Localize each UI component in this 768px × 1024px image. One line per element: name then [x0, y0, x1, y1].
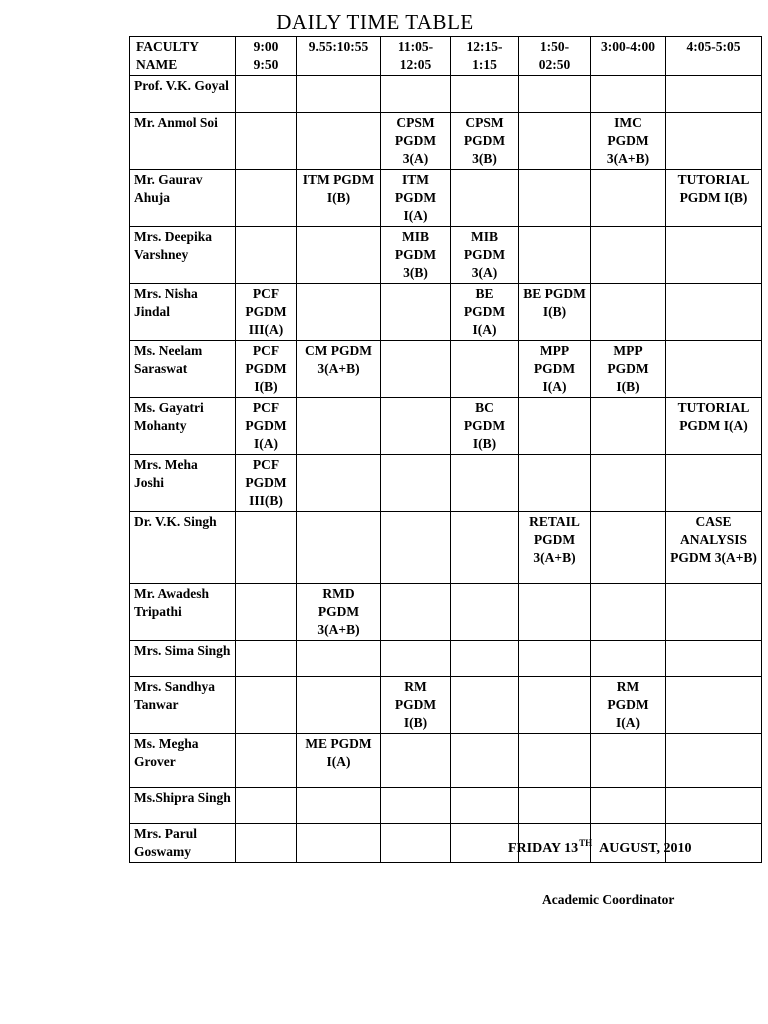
schedule-cell: ITM PGDM I(B): [297, 170, 381, 227]
schedule-cell: [519, 788, 591, 824]
schedule-cell: [236, 584, 297, 641]
schedule-cell: [236, 824, 297, 863]
schedule-cell: RM PGDM I(A): [591, 677, 666, 734]
schedule-cell: [666, 113, 762, 170]
time-slot-header: 9.55:10:55: [297, 37, 381, 76]
table-row: [130, 113, 762, 170]
schedule-cell: [451, 341, 519, 398]
schedule-cell: [236, 113, 297, 170]
schedule-cell: [519, 641, 591, 677]
table-row: [130, 398, 762, 455]
schedule-cell: [666, 227, 762, 284]
timetable-body: [130, 76, 762, 863]
schedule-cell: CPSM PGDM 3(B): [451, 113, 519, 170]
faculty-name: Ms. Gayatri Mohanty: [130, 398, 236, 455]
schedule-cell: [666, 76, 762, 113]
schedule-cell: [297, 788, 381, 824]
time-slot-header: 4:05-5:05: [666, 37, 762, 76]
time-slot-header: 3:00-4:00: [591, 37, 666, 76]
faculty-name: Mrs. Sandhya Tanwar: [130, 677, 236, 734]
date-suffix: TH: [579, 838, 593, 848]
faculty-name: Dr. V.K. Singh: [130, 512, 236, 584]
schedule-cell: [236, 734, 297, 788]
schedule-cell: [381, 512, 451, 584]
schedule-cell: [591, 734, 666, 788]
schedule-cell: [297, 113, 381, 170]
schedule-cell: PCF PGDM III(A): [236, 284, 297, 341]
schedule-cell: MPP PGDM I(B): [591, 341, 666, 398]
schedule-cell: PCF PGDM I(A): [236, 398, 297, 455]
schedule-cell: [519, 170, 591, 227]
schedule-cell: PCF PGDM III(B): [236, 455, 297, 512]
header-row: [130, 37, 762, 76]
schedule-cell: RMD PGDM 3(A+B): [297, 584, 381, 641]
schedule-cell: RETAIL PGDM 3(A+B): [519, 512, 591, 584]
schedule-cell: [519, 455, 591, 512]
schedule-cell: [381, 788, 451, 824]
table-row: [130, 341, 762, 398]
schedule-cell: [591, 584, 666, 641]
schedule-cell: [591, 455, 666, 512]
schedule-cell: [381, 641, 451, 677]
schedule-cell: [381, 284, 451, 341]
schedule-cell: TUTORIAL PGDM I(A): [666, 398, 762, 455]
schedule-cell: [381, 584, 451, 641]
schedule-cell: BE PGDM I(A): [451, 284, 519, 341]
date-line: [508, 838, 691, 857]
date-day: FRIDAY 13: [508, 841, 579, 856]
schedule-cell: BC PGDM I(B): [451, 398, 519, 455]
time-slot-header: 12:15- 1:15: [451, 37, 519, 76]
schedule-cell: [666, 788, 762, 824]
table-row: [130, 734, 762, 788]
timetable: [129, 36, 762, 863]
schedule-cell: ITM PGDM I(A): [381, 170, 451, 227]
schedule-cell: [666, 641, 762, 677]
schedule-cell: [451, 734, 519, 788]
schedule-cell: CM PGDM 3(A+B): [297, 341, 381, 398]
faculty-name: Mrs. Parul Goswamy: [130, 824, 236, 863]
schedule-cell: [666, 341, 762, 398]
schedule-cell: [591, 227, 666, 284]
faculty-name: Mr. Gaurav Ahuja: [130, 170, 236, 227]
schedule-cell: [451, 788, 519, 824]
schedule-cell: [666, 734, 762, 788]
schedule-cell: CASE ANALYSIS PGDM 3(A+B): [666, 512, 762, 584]
faculty-name: Ms.Shipra Singh: [130, 788, 236, 824]
schedule-cell: [519, 584, 591, 641]
schedule-cell: IMC PGDM 3(A+B): [591, 113, 666, 170]
schedule-cell: [297, 284, 381, 341]
schedule-cell: [381, 341, 451, 398]
time-slot-header: 1:50- 02:50: [519, 37, 591, 76]
schedule-cell: [297, 824, 381, 863]
schedule-cell: [591, 512, 666, 584]
schedule-cell: [591, 788, 666, 824]
schedule-cell: [591, 398, 666, 455]
table-row: [130, 584, 762, 641]
faculty-name: Ms. Neelam Saraswat: [130, 341, 236, 398]
schedule-cell: [297, 512, 381, 584]
schedule-cell: [591, 76, 666, 113]
schedule-cell: [591, 641, 666, 677]
table-row: [130, 170, 762, 227]
schedule-cell: CPSM PGDM 3(A): [381, 113, 451, 170]
schedule-cell: [451, 677, 519, 734]
schedule-cell: [451, 512, 519, 584]
table-row: [130, 455, 762, 512]
date-month-year: AUGUST, 2010: [599, 841, 692, 856]
table-row: [130, 677, 762, 734]
schedule-cell: [451, 584, 519, 641]
schedule-cell: ME PGDM I(A): [297, 734, 381, 788]
faculty-name: Mrs. Sima Singh: [130, 641, 236, 677]
table-row: [130, 512, 762, 584]
schedule-cell: [381, 824, 451, 863]
schedule-cell: PCF PGDM I(B): [236, 341, 297, 398]
schedule-cell: [666, 677, 762, 734]
faculty-name: Mrs. Deepika Varshney: [130, 227, 236, 284]
schedule-cell: [519, 734, 591, 788]
schedule-cell: RM PGDM I(B): [381, 677, 451, 734]
schedule-cell: MIB PGDM 3(B): [381, 227, 451, 284]
schedule-cell: [381, 398, 451, 455]
schedule-cell: [236, 641, 297, 677]
schedule-cell: [451, 76, 519, 113]
schedule-cell: [591, 284, 666, 341]
schedule-cell: [381, 76, 451, 113]
schedule-cell: [297, 227, 381, 284]
schedule-cell: [236, 170, 297, 227]
table-row: [130, 788, 762, 824]
table-row: [130, 76, 762, 113]
faculty-name: Mr. Awadesh Tripathi: [130, 584, 236, 641]
schedule-cell: [236, 677, 297, 734]
faculty-name: Ms. Megha Grover: [130, 734, 236, 788]
schedule-cell: [451, 641, 519, 677]
schedule-cell: [519, 677, 591, 734]
table-row: [130, 227, 762, 284]
signature-line: Academic Coordinator: [542, 892, 675, 907]
schedule-cell: [297, 455, 381, 512]
schedule-cell: [297, 76, 381, 113]
page-title: DAILY TIME TABLE: [276, 10, 474, 34]
schedule-cell: [236, 227, 297, 284]
schedule-cell: [451, 170, 519, 227]
time-slot-header: 9:00 9:50: [236, 37, 297, 76]
schedule-cell: [381, 734, 451, 788]
schedule-cell: [236, 512, 297, 584]
schedule-cell: [666, 455, 762, 512]
faculty-name: Mrs. Meha Joshi: [130, 455, 236, 512]
faculty-name: Mrs. Nisha Jindal: [130, 284, 236, 341]
schedule-cell: [519, 113, 591, 170]
schedule-cell: [666, 284, 762, 341]
schedule-cell: MPP PGDM I(A): [519, 341, 591, 398]
schedule-cell: [591, 170, 666, 227]
faculty-name: Prof. V.K. Goyal: [130, 76, 236, 113]
schedule-cell: [381, 455, 451, 512]
schedule-cell: [666, 584, 762, 641]
schedule-cell: [519, 398, 591, 455]
faculty-header: FACULTY NAME: [130, 37, 236, 76]
table-row: [130, 284, 762, 341]
schedule-cell: [297, 677, 381, 734]
schedule-cell: TUTORIAL PGDM I(B): [666, 170, 762, 227]
schedule-cell: [519, 227, 591, 284]
schedule-cell: [236, 788, 297, 824]
schedule-cell: [236, 76, 297, 113]
schedule-cell: [297, 398, 381, 455]
schedule-cell: [519, 76, 591, 113]
schedule-cell: [297, 641, 381, 677]
faculty-name: Mr. Anmol Soi: [130, 113, 236, 170]
schedule-cell: [451, 455, 519, 512]
schedule-cell: MIB PGDM 3(A): [451, 227, 519, 284]
table-row: [130, 641, 762, 677]
time-slot-header: 11:05- 12:05: [381, 37, 451, 76]
schedule-cell: BE PGDM I(B): [519, 284, 591, 341]
